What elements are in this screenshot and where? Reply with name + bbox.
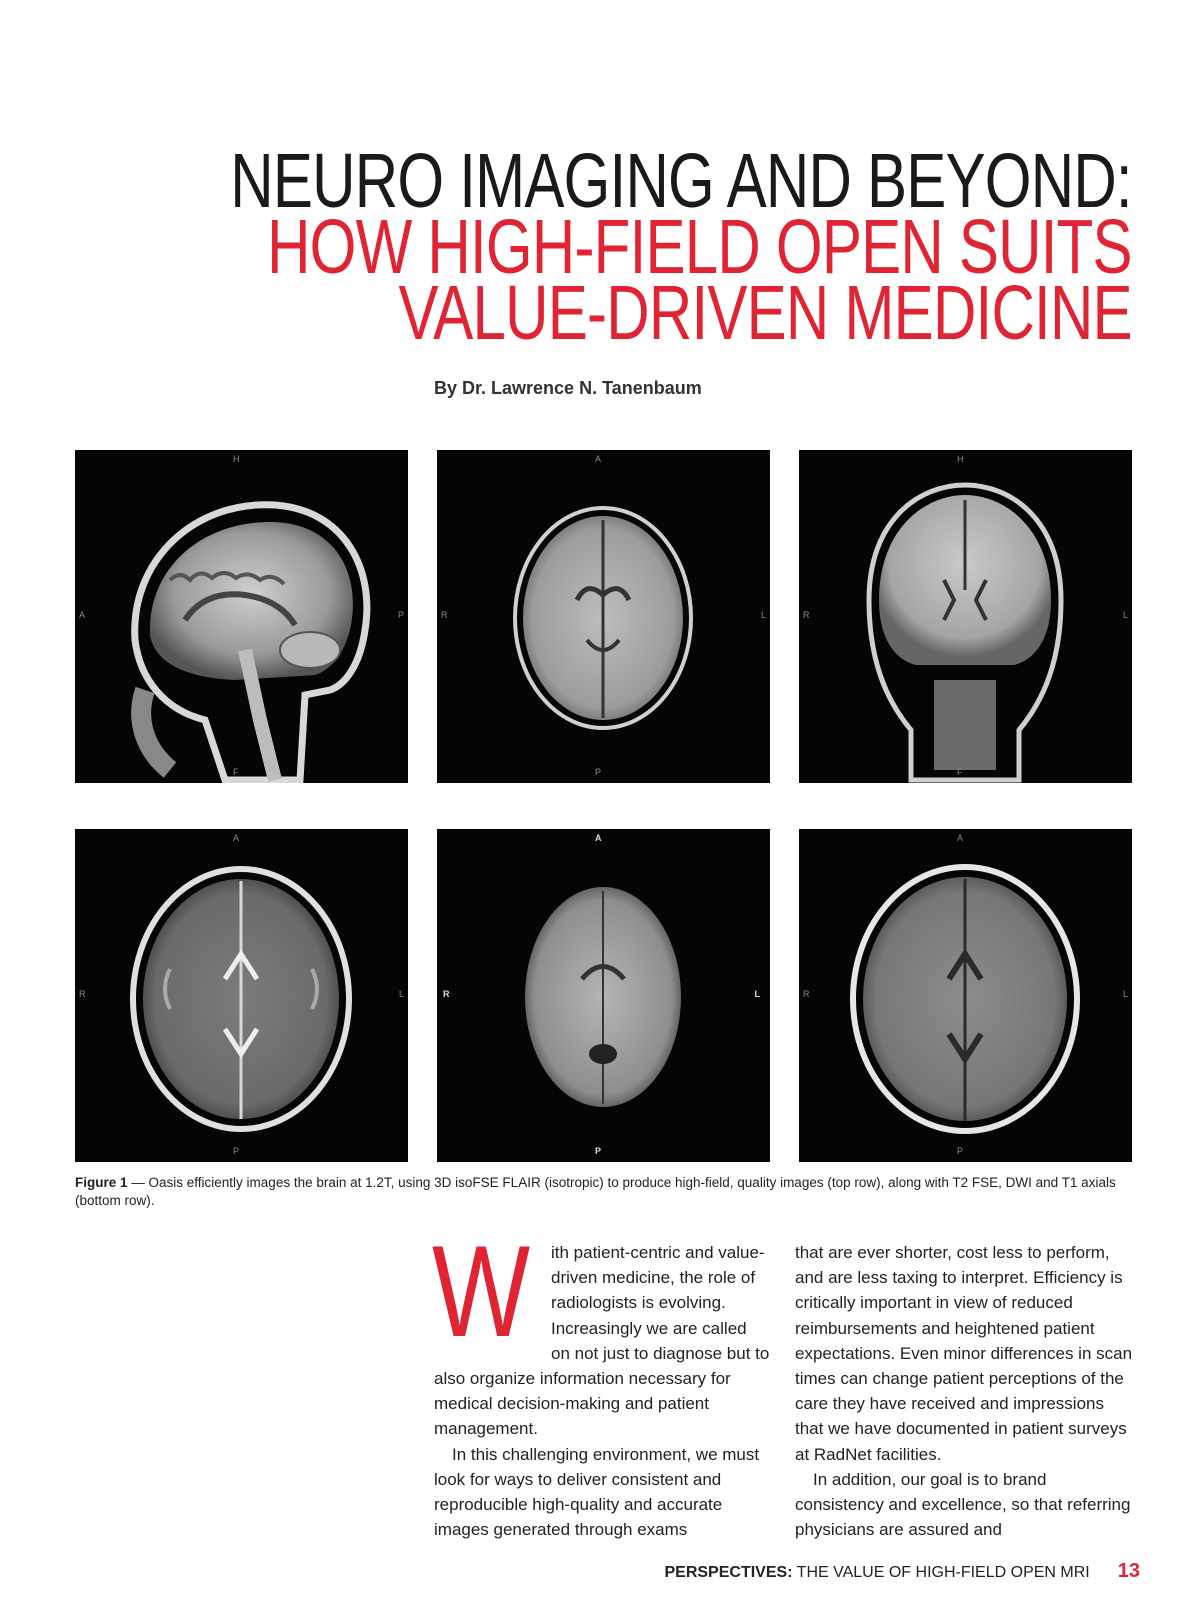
figure-1-image-grid — [75, 450, 1132, 1162]
sagittal-brain-illustration — [75, 450, 408, 783]
caption-text: — Oasis efficiently images the brain at 1.2T, using 3D isoFSE FLAIR (isotropic) to produce high-field, quality images (top row), along with T2 FSE, DWI and T1 axials (bottom row). — [75, 1175, 1116, 1208]
orientation-label-top: H — [233, 454, 240, 464]
page-number: 13 — [1117, 1560, 1140, 1582]
title-line-2: HOW HIGH-FIELD OPEN SUITS — [267, 204, 1132, 290]
body-column-2 — [795, 1240, 1135, 1542]
caption-label: Figure 1 — [75, 1175, 128, 1190]
orientation-label-right: L — [1122, 610, 1128, 620]
coronal-brain-illustration — [799, 450, 1132, 783]
axial-dwi-brain-illustration — [437, 829, 770, 1162]
axial-t1-brain-illustration — [799, 829, 1132, 1162]
byline: By Dr. Lawrence N. Tanenbaum — [434, 378, 702, 398]
orientation-label-bottom: F — [957, 767, 963, 777]
orientation-label-bottom: P — [595, 1146, 602, 1156]
orientation-label-top: H — [957, 454, 964, 464]
orientation-label-left: A — [79, 610, 86, 620]
orientation-label-bottom: F — [233, 767, 239, 777]
orientation-label-top: A — [595, 833, 602, 843]
figure-caption — [75, 1174, 1125, 1210]
drop-cap: W — [432, 1218, 531, 1364]
orientation-label-left: R — [803, 610, 810, 620]
orientation-label-left: R — [443, 989, 450, 999]
axial-brain-illustration — [437, 450, 770, 783]
footer-section-label: PERSPECTIVES: — [664, 1564, 793, 1581]
orientation-label-right: L — [398, 989, 404, 999]
orientation-label-top: A — [957, 833, 964, 843]
page-footer — [664, 1560, 1140, 1583]
footer-title: THE VALUE OF HIGH-FIELD OPEN MRI — [792, 1564, 1090, 1581]
mri-axial-dwi-image — [437, 829, 770, 1162]
axial-t2-brain-illustration — [75, 829, 408, 1162]
mri-sagittal-image — [75, 450, 408, 783]
orientation-label-left: R — [79, 989, 86, 999]
paragraph-2-continued: that are ever shorter, cost less to perform, and are less taxing to interpret. Efficiency is critically important in view of reduced reimbursements and heightened patient expectations. Even minor differences in scan times can change patient perceptions of the care they have received and impressions that we have documented in patient surveys at RadNet facilities. — [795, 1243, 1133, 1464]
title-line-3: VALUE-DRIVEN MEDICINE — [398, 270, 1132, 356]
orientation-label-bottom: P — [595, 767, 602, 777]
orientation-label-left: R — [803, 989, 810, 999]
paragraph-3: In addition, our goal is to brand consistency and excellence, so that referring physicians are assured and — [795, 1469, 1131, 1540]
mri-axial-t2-image — [75, 829, 408, 1162]
paragraph-1: ith patient-centric and value-driven medicine, the role of radiologists is evolving. Increasingly we are called on not just to diagnose but to also organize information necessary for medical decision-making and patient management. — [434, 1243, 770, 1439]
orientation-label-right: P — [397, 610, 404, 620]
orientation-label-bottom: P — [233, 1146, 240, 1156]
orientation-label-top: A — [595, 454, 602, 464]
title-line-1: NEURO IMAGING AND BEYOND: — [230, 138, 1132, 224]
mri-axial-t1-image — [799, 829, 1132, 1162]
orientation-label-right: L — [760, 610, 766, 620]
orientation-label-left: R — [441, 610, 448, 620]
mri-coronal-image — [799, 450, 1132, 783]
article-title — [230, 138, 1132, 356]
mri-axial-flair-image — [437, 450, 770, 783]
body-column-1 — [432, 1218, 770, 1542]
orientation-label-top: A — [233, 833, 240, 843]
orientation-label-bottom: P — [957, 1146, 964, 1156]
orientation-label-right: L — [754, 989, 760, 999]
paragraph-2-start: In this challenging environment, we must look for ways to deliver consistent and reproducible high-quality and accurate images generated through exams — [434, 1444, 760, 1540]
orientation-label-right: L — [1122, 989, 1128, 999]
